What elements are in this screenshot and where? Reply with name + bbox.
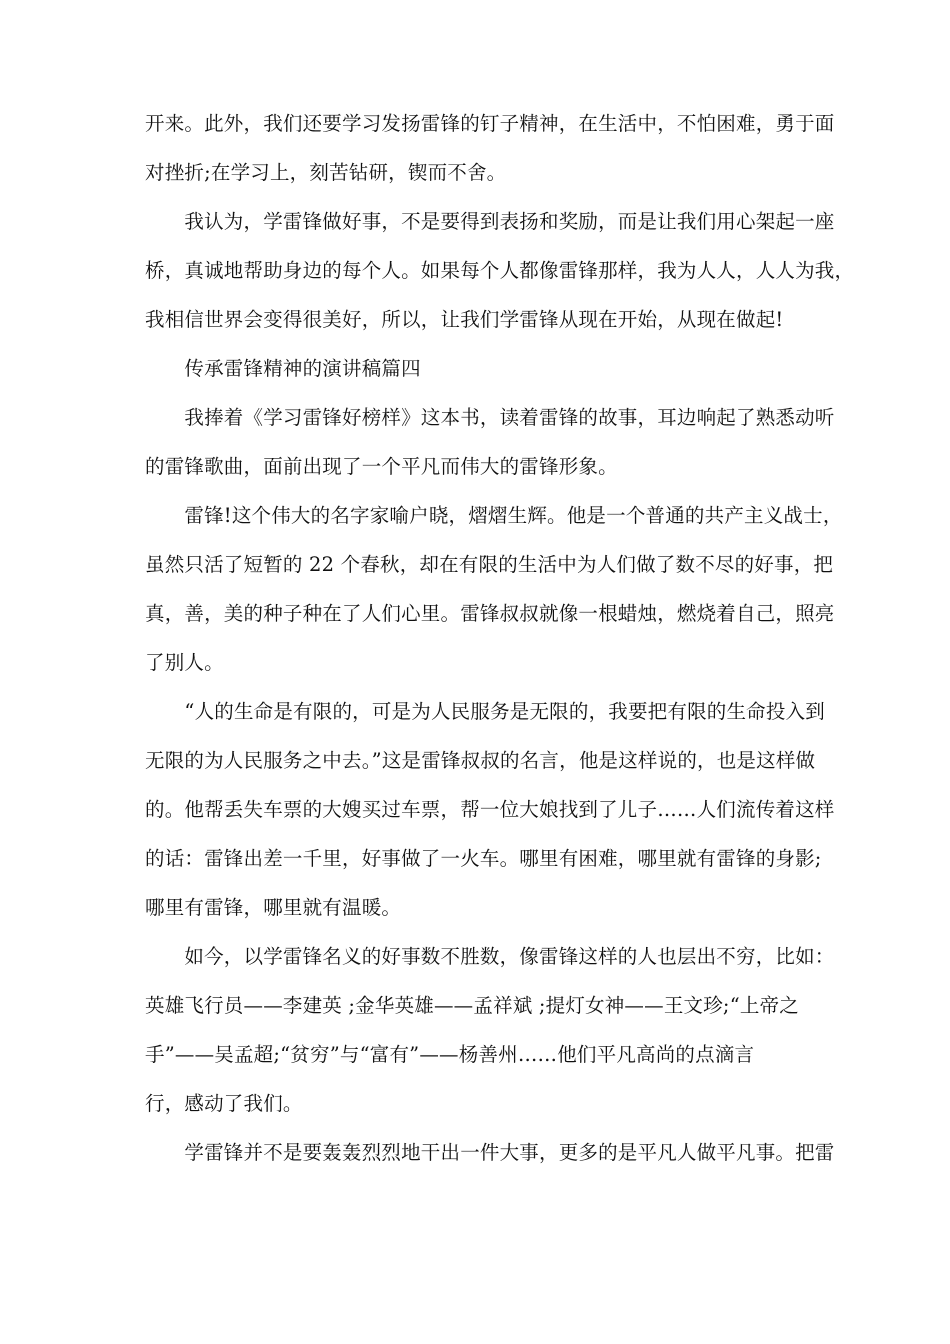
text-line: 如今，以学雷锋名义的好事数不胜数，像雷锋这样的人也层出不穷，比如： <box>145 945 835 968</box>
text-line: 无限的为人民服务之中去。”这是雷锋叔叔的名言，他是这样说的，也是这样做 <box>145 749 816 772</box>
text-line: 我捧着《学习雷锋好榜样》这本书，读着雷锋的故事，耳边响起了熟悉动听 <box>145 406 835 429</box>
text-line: “人的生命是有限的，可是为人民服务是无限的，我要把有限的生命投入到 <box>145 700 825 723</box>
document-body <box>145 99 855 1177</box>
text-line: 学雷锋并不是要轰轰烈烈地干出一件大事，更多的是平凡人做平凡事。把雷 <box>145 1141 835 1164</box>
text-line: 手”——吴孟超;“贫穷”与“富有”——杨善州……他们平凡高尚的点滴言 <box>145 1043 755 1066</box>
text-line: 我相信世界会变得很美好，所以，让我们学雷锋从现在开始，从现在做起! <box>145 308 784 331</box>
text-line: 行，感动了我们。 <box>145 1092 303 1115</box>
text-line: 开来。此外，我们还要学习发扬雷锋的钉子精神，在生活中，不怕困难，勇于面 <box>145 112 835 135</box>
section-heading: 传承雷锋精神的演讲稿篇四 <box>145 357 421 380</box>
text-line: 的。他帮丢失车票的大嫂买过车票，帮一位大娘找到了儿子……人们流传着这样 <box>145 798 835 821</box>
text-line: 桥，真诚地帮助身边的每个人。如果每个人都像雷锋那样，我为人人，人人为我， <box>145 259 855 282</box>
text-line: 的雷锋歌曲，面前出现了一个平凡而伟大的雷锋形象。 <box>145 455 618 478</box>
text-line: 我认为，学雷锋做好事，不是要得到表扬和奖励，而是让我们用心架起一座 <box>145 210 835 233</box>
text-line: 虽然只活了短暂的 22 个春秋，却在有限的生活中为人们做了数不尽的好事，把 <box>145 553 834 576</box>
text-line: 雷锋!这个伟大的名字家喻户晓，熠熠生辉。他是一个普通的共产主义战士， <box>145 504 843 527</box>
text-line: 了别人。 <box>145 651 224 674</box>
text-line: 的话：雷锋出差一千里，好事做了一火车。哪里有困难，哪里就有雷锋的身影; <box>145 847 822 870</box>
text-line: 英雄飞行员——李建英 ;金华英雄——孟祥斌 ;提灯女神——王文珍;“上帝之 <box>145 994 799 1017</box>
text-line: 对挫折;在学习上，刻苦钻研，锲而不舍。 <box>145 161 507 184</box>
text-line: 真，善，美的种子种在了人们心里。雷锋叔叔就像一根蜡烛，燃烧着自己，照亮 <box>145 602 835 625</box>
text-line: 哪里有雷锋，哪里就有温暖。 <box>145 896 402 919</box>
